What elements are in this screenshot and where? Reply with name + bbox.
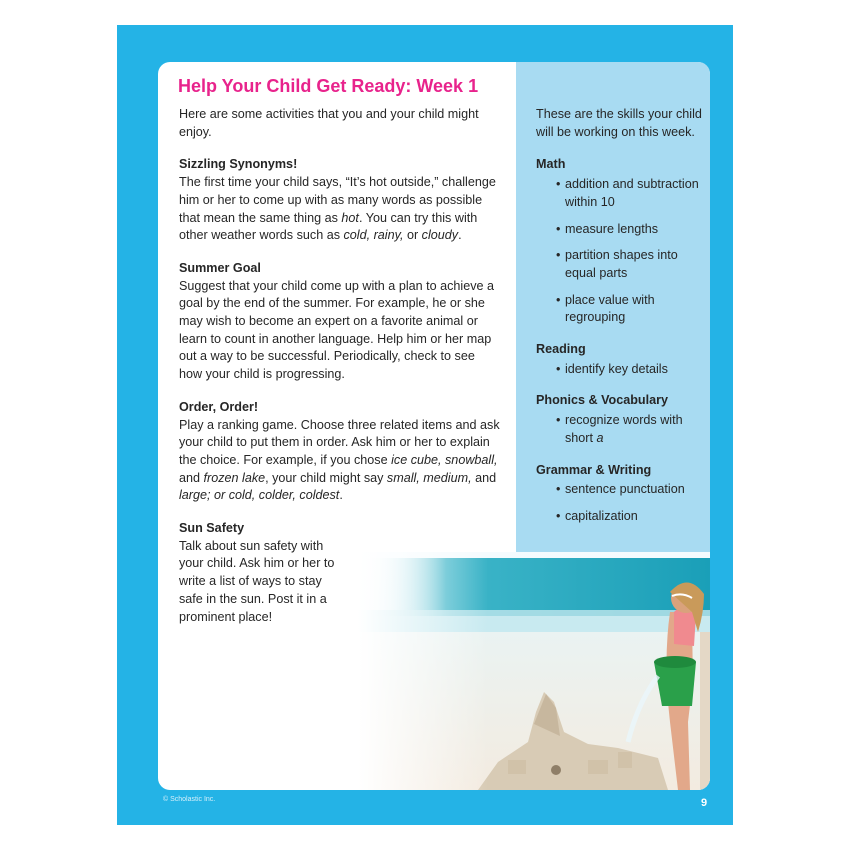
list-item: • partition shapes into equal parts [536, 247, 706, 282]
page-number: 9 [701, 797, 708, 809]
list-item: • place value with regrouping [536, 292, 706, 327]
summer-goal-heading: Summer Goal [179, 260, 261, 275]
list-item: • sentence punctuation [536, 481, 706, 499]
summer-goal-body: Suggest that your child come up with a plan to achieve a goal by the end of the summer. For example, he or she may wish to become an expert on a favorite animal or learn to count in another language. Help him or her map out a way to be successful. Periodically, check to see how your child is progressing. [179, 278, 495, 382]
skills-sidebar [536, 106, 706, 540]
list-item: • measure lengths [536, 221, 706, 239]
sun-safety-heading: Sun Safety [179, 521, 245, 536]
copyright-footer: © Scholastic Inc. [163, 796, 216, 803]
order-body: Play a ranking game. Choose three related items and ask your child to put them in order. Ask him or her to explain the choice. For example, if you chose ice cube, snowball, and frozen lake, your child might say small, medium, and large; or cold, colder, coldest. [179, 417, 500, 503]
sun-safety-body: Talk about sun safety with your child. Ask him or her to write a list of ways to stay safe in the sun. Post it in a prominent place! [179, 538, 335, 624]
grammar-heading: Grammar & Writing [536, 462, 652, 477]
list-item: • recognize words with short a [536, 412, 706, 447]
order-heading: Order, Order! [179, 399, 259, 414]
list-item: • capitalization [536, 508, 706, 526]
math-heading: Math [536, 157, 566, 172]
sidebar-intro: These are the skills your child will be working on this week. [536, 107, 702, 139]
activities-column [179, 106, 501, 641]
intro-text: Here are some activities that you and your child might enjoy. [179, 107, 479, 139]
phonics-list [536, 412, 706, 447]
reading-list [536, 361, 706, 379]
page-title: Help Your Child Get Ready: Week 1 [178, 76, 479, 96]
grammar-list [536, 481, 706, 525]
list-item: • identify key details [536, 361, 706, 379]
synonyms-heading: Sizzling Synonyms! [179, 157, 298, 172]
math-list [536, 176, 706, 327]
synonyms-body: The first time your child says, “It’s hot outside,” challenge him or her to come up with as many words as possible that mean the same thing as hot. You can try this with other weather words such as cold, rainy, or cloudy. [179, 175, 496, 243]
phonics-heading: Phonics & Vocabulary [536, 393, 669, 408]
list-item: • addition and subtraction within 10 [536, 176, 706, 211]
reading-heading: Reading [536, 342, 586, 357]
